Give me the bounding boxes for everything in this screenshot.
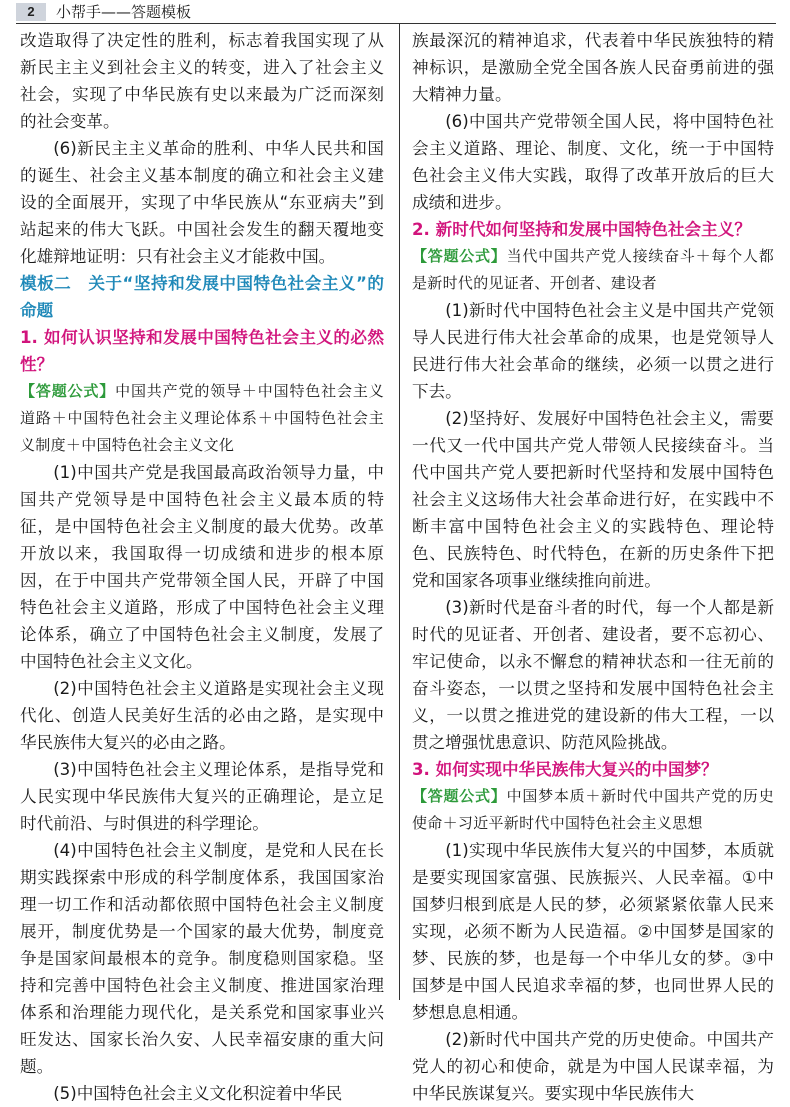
formula-tag: 【答题公式】 [412,787,507,805]
paragraph: (5)中国特色社会主义文化积淀着中华民 [53,1084,343,1103]
formula-tag: 【答题公式】 [20,382,116,400]
formula-text: 当代中国共产党人接续奋斗＋每个人都是新时代的见证者、开创者、建设者 [412,247,774,292]
header-title: 小帮手——答题模板 [56,3,192,21]
paragraph: (2)新时代中国共产党的历史使命。中国共产党人的初心和使命，就是为中国人民谋幸福，为中华民族谋复兴。要实现中华民族伟大 [412,1030,774,1103]
paragraph: (3)新时代是奋斗者的时代，每一个人都是新时代的见证者、开创者、建设者，要不忘初心、牢记使命，以永不懈怠的精神状态和一往无前的奋斗姿态，一以贯之坚持和发展中国特色社会主义，一以贯之推进党的建设新的伟大工程，一以贯之增强忧患意识、防范风险挑战。 [412,598,774,752]
paragraph: 改造取得了决定性的胜利，标志着我国实现了从新民主主义到社会主义的转变，进入了社会主义社会，实现了中华民族有史以来最为广泛而深刻的社会变革。 [20,31,384,131]
paragraph: 族最深沉的精神追求，代表着中华民族独特的精神标识，是激励全党全国各族人民奋勇前进的强大精神力量。 [412,31,774,104]
header-rule [16,23,776,24]
column-divider [399,24,400,1000]
paragraph: (6)中国共产党带领全国人民，将中国特色社会主义道路、理论、制度、文化，统一于中国特色社会主义伟大实践，取得了改革开放后的巨大成绩和进步。 [412,112,774,212]
formula-text: 中国共产党的领导＋中国特色社会主义道路＋中国特色社会主义理论体系＋中国特色社会主义制度＋中国特色社会主义文化 [20,382,384,454]
paragraph: (3)中国特色社会主义理论体系，是指导党和人民实现中华民族伟大复兴的正确理论，是立足时代前沿、与时俱进的科学理论。 [20,760,384,833]
paragraph: (6)新民主主义革命的胜利、中华人民共和国的诞生、社会主义基本制度的确立和社会主义建设的全面展开，实现了中华民族从“东亚病夫”到站起来的伟大飞跃。中国社会发生的翻天覆地变化雄辩地证明：只有社会主义才能救中国。 [20,139,384,266]
paragraph: (2)中国特色社会主义道路是实现社会主义现代化、创造人民美好生活的必由之路，是实现中华民族伟大复兴的必由之路。 [20,679,384,752]
page-header [0,0,790,24]
section-heading: 模板二 关于“坚持和发展中国特色社会主义”的命题 [20,274,384,320]
formula-text: 中国梦本质＋新时代中国共产党的历史使命＋习近平新时代中国特色社会主义思想 [412,787,774,832]
paragraph: (1)新时代中国特色社会主义是中国共产党领导人民进行伟大社会革命的成果，也是党领导人民进行伟大社会革命的继续，必须一以贯之进行下去。 [412,301,774,401]
page-number: 2 [16,3,46,21]
question-heading: 1. 如何认识坚持和发展中国特色社会主义的必然性？ [20,328,384,374]
formula-tag: 【答题公式】 [412,247,507,265]
question-heading: 3. 如何实现中华民族伟大复兴的中国梦？ [412,760,718,779]
answer-formula [20,378,384,459]
left-column [20,27,384,1107]
answer-formula [412,783,774,837]
paragraph: (1)实现中华民族伟大复兴的中国梦，本质就是要实现国家富强、民族振兴、人民幸福。①中国梦归根到底是人民的梦，必须紧紧依靠人民来实现，必须不断为人民造福。②中国梦是国家的梦、民族的梦，也是每一个中华儿女的梦。③中国梦是中国人民追求幸福的梦，也同世界人民的梦想息息相通。 [412,841,774,1022]
paragraph: (4)中国特色社会主义制度，是党和人民在长期实践探索中形成的科学制度体系，我国国家治理一切工作和活动都依照中国特色社会主义制度展开，制度优势是一个国家的最大优势，制度竞争是国家间最根本的竞争。制度稳则国家稳。坚持和完善中国特色社会主义制度、推进国家治理体系和治理能力现代化，是关系党和国家事业兴旺发达、国家长治久安、人民幸福安康的重大问题。 [20,841,384,1076]
paragraph: (2)坚持好、发展好中国特色社会主义，需要一代又一代中国共产党人带领人民接续奋斗。当代中国共产党人要把新时代坚持和发展中国特色社会主义这场伟大社会革命进行好，在实践中不断丰富中国特色社会主义的实践特色、理论特色、民族特色、时代特色，在新的历史条件下把党和国家各项事业继续推向前进。 [412,409,774,590]
right-column [412,27,774,1107]
answer-formula [412,243,774,297]
question-heading: 2. 新时代如何坚持和发展中国特色社会主义？ [412,220,751,239]
paragraph: (1)中国共产党是我国最高政治领导力量，中国共产党领导是中国特色社会主义最本质的特征，是中国特色社会主义制度的最大优势。改革开放以来，我国取得一切成绩和进步的根本原因，在于中国共产党带领全国人民，开辟了中国特色社会主义道路，形成了中国特色社会主义理论体系，确立了中国特色社会主义制度，发展了中国特色社会主义文化。 [20,463,384,671]
